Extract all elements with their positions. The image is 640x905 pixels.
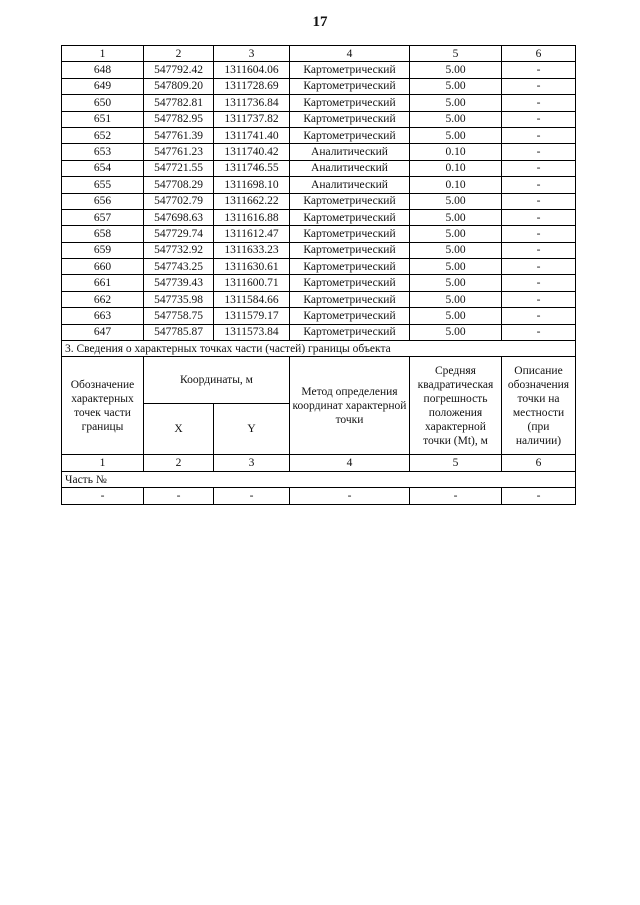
y-coordinate-cell: 1311698.10 <box>214 177 290 193</box>
point-number-cell: 658 <box>62 226 144 242</box>
section-3-title-row <box>62 341 576 357</box>
y-coordinate-cell: 1311741.40 <box>214 127 290 143</box>
x-header: X <box>144 404 214 455</box>
y-coordinate-cell: 1311662.22 <box>214 193 290 209</box>
section-3-number-row <box>62 455 576 471</box>
error-cell: 5.00 <box>410 275 502 291</box>
error-cell: 5.00 <box>410 209 502 225</box>
column-number: 3 <box>214 46 290 62</box>
coordinates-header: Координаты, м <box>144 357 290 404</box>
x-coordinate-cell: 547698.63 <box>144 209 214 225</box>
description-cell: - <box>502 275 576 291</box>
error-cell: 0.10 <box>410 177 502 193</box>
description-cell: - <box>502 324 576 340</box>
x-coordinate-cell: 547809.20 <box>144 78 214 94</box>
table-row <box>62 144 576 160</box>
y-coordinate-cell: 1311728.69 <box>214 78 290 94</box>
page-number: 17 <box>312 14 328 30</box>
description-cell: - <box>502 127 576 143</box>
method-cell: Картометрический <box>290 78 410 94</box>
description-cell: - <box>502 291 576 307</box>
point-number-cell: 662 <box>62 291 144 307</box>
column-number: 2 <box>144 46 214 62</box>
empty-part-row <box>62 488 576 504</box>
point-number-cell: 647 <box>62 324 144 340</box>
method-cell: Картометрический <box>290 242 410 258</box>
error-cell: 5.00 <box>410 324 502 340</box>
x-coordinate-cell: 547732.92 <box>144 242 214 258</box>
table-row <box>62 62 576 78</box>
method-cell: Картометрический <box>290 275 410 291</box>
x-coordinate-cell: 547758.75 <box>144 308 214 324</box>
section-3-body <box>62 341 576 505</box>
x-coordinate-cell: 547782.81 <box>144 95 214 111</box>
error-cell: 5.00 <box>410 226 502 242</box>
error-cell: 5.00 <box>410 127 502 143</box>
error-cell: 5.00 <box>410 95 502 111</box>
description-header: Описание обозначения точки на местности (при наличии) <box>502 357 576 455</box>
point-number-cell: 652 <box>62 127 144 143</box>
table-row <box>62 259 576 275</box>
error-header: Средняя квадратическая погрешность положения характерной точки (Mt), м <box>410 357 502 455</box>
method-cell: Картометрический <box>290 95 410 111</box>
y-coordinate-cell: 1311573.84 <box>214 324 290 340</box>
point-number-cell: 651 <box>62 111 144 127</box>
column-number: 5 <box>410 455 502 471</box>
table-row <box>62 308 576 324</box>
error-cell: 5.00 <box>410 308 502 324</box>
method-header: Метод определения координат характерной точки <box>290 357 410 455</box>
boundary-points-table <box>61 45 576 505</box>
points-table-body <box>62 46 576 341</box>
empty-cell: - <box>290 488 410 504</box>
empty-cell: - <box>214 488 290 504</box>
point-number-cell: 649 <box>62 78 144 94</box>
point-number-cell: 656 <box>62 193 144 209</box>
y-coordinate-cell: 1311616.88 <box>214 209 290 225</box>
error-cell: 0.10 <box>410 160 502 176</box>
method-cell: Аналитический <box>290 177 410 193</box>
x-coordinate-cell: 547729.74 <box>144 226 214 242</box>
table-row <box>62 160 576 176</box>
designation-header: Обозначение характерных точек части границы <box>62 357 144 455</box>
method-cell: Картометрический <box>290 209 410 225</box>
description-cell: - <box>502 111 576 127</box>
y-coordinate-cell: 1311736.84 <box>214 95 290 111</box>
method-cell: Аналитический <box>290 144 410 160</box>
part-label: Часть № <box>62 471 576 487</box>
error-cell: 5.00 <box>410 193 502 209</box>
method-cell: Картометрический <box>290 291 410 307</box>
section-3-title: 3. Сведения о характерных точках части (частей) границы объекта <box>62 341 576 357</box>
table-row <box>62 193 576 209</box>
y-coordinate-cell: 1311737.82 <box>214 111 290 127</box>
x-coordinate-cell: 547761.39 <box>144 127 214 143</box>
point-number-cell: 657 <box>62 209 144 225</box>
table-row <box>62 291 576 307</box>
x-coordinate-cell: 547721.55 <box>144 160 214 176</box>
y-coordinate-cell: 1311630.61 <box>214 259 290 275</box>
method-cell: Картометрический <box>290 324 410 340</box>
method-cell: Картометрический <box>290 127 410 143</box>
point-number-cell: 659 <box>62 242 144 258</box>
column-number: 4 <box>290 46 410 62</box>
point-number-cell: 654 <box>62 160 144 176</box>
table-row <box>62 177 576 193</box>
column-number: 1 <box>62 455 144 471</box>
y-coordinate-cell: 1311740.42 <box>214 144 290 160</box>
error-cell: 5.00 <box>410 242 502 258</box>
description-cell: - <box>502 144 576 160</box>
y-coordinate-cell: 1311746.55 <box>214 160 290 176</box>
x-coordinate-cell: 547761.23 <box>144 144 214 160</box>
point-number-cell: 650 <box>62 95 144 111</box>
point-number-cell: 660 <box>62 259 144 275</box>
point-number-cell: 655 <box>62 177 144 193</box>
error-cell: 5.00 <box>410 291 502 307</box>
column-number: 2 <box>144 455 214 471</box>
method-cell: Картометрический <box>290 226 410 242</box>
x-coordinate-cell: 547735.98 <box>144 291 214 307</box>
error-cell: 5.00 <box>410 62 502 78</box>
x-coordinate-cell: 547782.95 <box>144 111 214 127</box>
table-row <box>62 242 576 258</box>
empty-cell: - <box>410 488 502 504</box>
empty-cell: - <box>144 488 214 504</box>
point-number-cell: 653 <box>62 144 144 160</box>
description-cell: - <box>502 308 576 324</box>
column-number: 6 <box>502 455 576 471</box>
column-number: 4 <box>290 455 410 471</box>
method-cell: Картометрический <box>290 111 410 127</box>
description-cell: - <box>502 177 576 193</box>
method-cell: Аналитический <box>290 160 410 176</box>
x-coordinate-cell: 547785.87 <box>144 324 214 340</box>
description-cell: - <box>502 95 576 111</box>
error-cell: 0.10 <box>410 144 502 160</box>
column-number: 3 <box>214 455 290 471</box>
error-cell: 5.00 <box>410 78 502 94</box>
x-coordinate-cell: 547702.79 <box>144 193 214 209</box>
part-label-row <box>62 471 576 487</box>
x-coordinate-cell: 547743.25 <box>144 259 214 275</box>
section-3-header-row <box>62 357 576 404</box>
y-header: Y <box>214 404 290 455</box>
description-cell: - <box>502 209 576 225</box>
table-row <box>62 209 576 225</box>
table-row <box>62 275 576 291</box>
column-number: 1 <box>62 46 144 62</box>
table-row <box>62 78 576 94</box>
table-row <box>62 226 576 242</box>
description-cell: - <box>502 193 576 209</box>
x-coordinate-cell: 547739.43 <box>144 275 214 291</box>
column-number: 5 <box>410 46 502 62</box>
description-cell: - <box>502 259 576 275</box>
table-row <box>62 127 576 143</box>
description-cell: - <box>502 62 576 78</box>
method-cell: Картометрический <box>290 259 410 275</box>
method-cell: Картометрический <box>290 193 410 209</box>
description-cell: - <box>502 242 576 258</box>
error-cell: 5.00 <box>410 111 502 127</box>
description-cell: - <box>502 226 576 242</box>
method-cell: Картометрический <box>290 308 410 324</box>
table-row <box>62 111 576 127</box>
x-coordinate-cell: 547792.42 <box>144 62 214 78</box>
table-row <box>62 324 576 340</box>
column-number-row <box>62 46 576 62</box>
y-coordinate-cell: 1311584.66 <box>214 291 290 307</box>
x-coordinate-cell: 547708.29 <box>144 177 214 193</box>
point-number-cell: 648 <box>62 62 144 78</box>
column-number: 6 <box>502 46 576 62</box>
y-coordinate-cell: 1311604.06 <box>214 62 290 78</box>
y-coordinate-cell: 1311600.71 <box>214 275 290 291</box>
empty-cell: - <box>502 488 576 504</box>
y-coordinate-cell: 1311579.17 <box>214 308 290 324</box>
table-row <box>62 95 576 111</box>
y-coordinate-cell: 1311633.23 <box>214 242 290 258</box>
method-cell: Картометрический <box>290 62 410 78</box>
point-number-cell: 663 <box>62 308 144 324</box>
empty-cell: - <box>62 488 144 504</box>
description-cell: - <box>502 78 576 94</box>
description-cell: - <box>502 160 576 176</box>
y-coordinate-cell: 1311612.47 <box>214 226 290 242</box>
error-cell: 5.00 <box>410 259 502 275</box>
point-number-cell: 661 <box>62 275 144 291</box>
